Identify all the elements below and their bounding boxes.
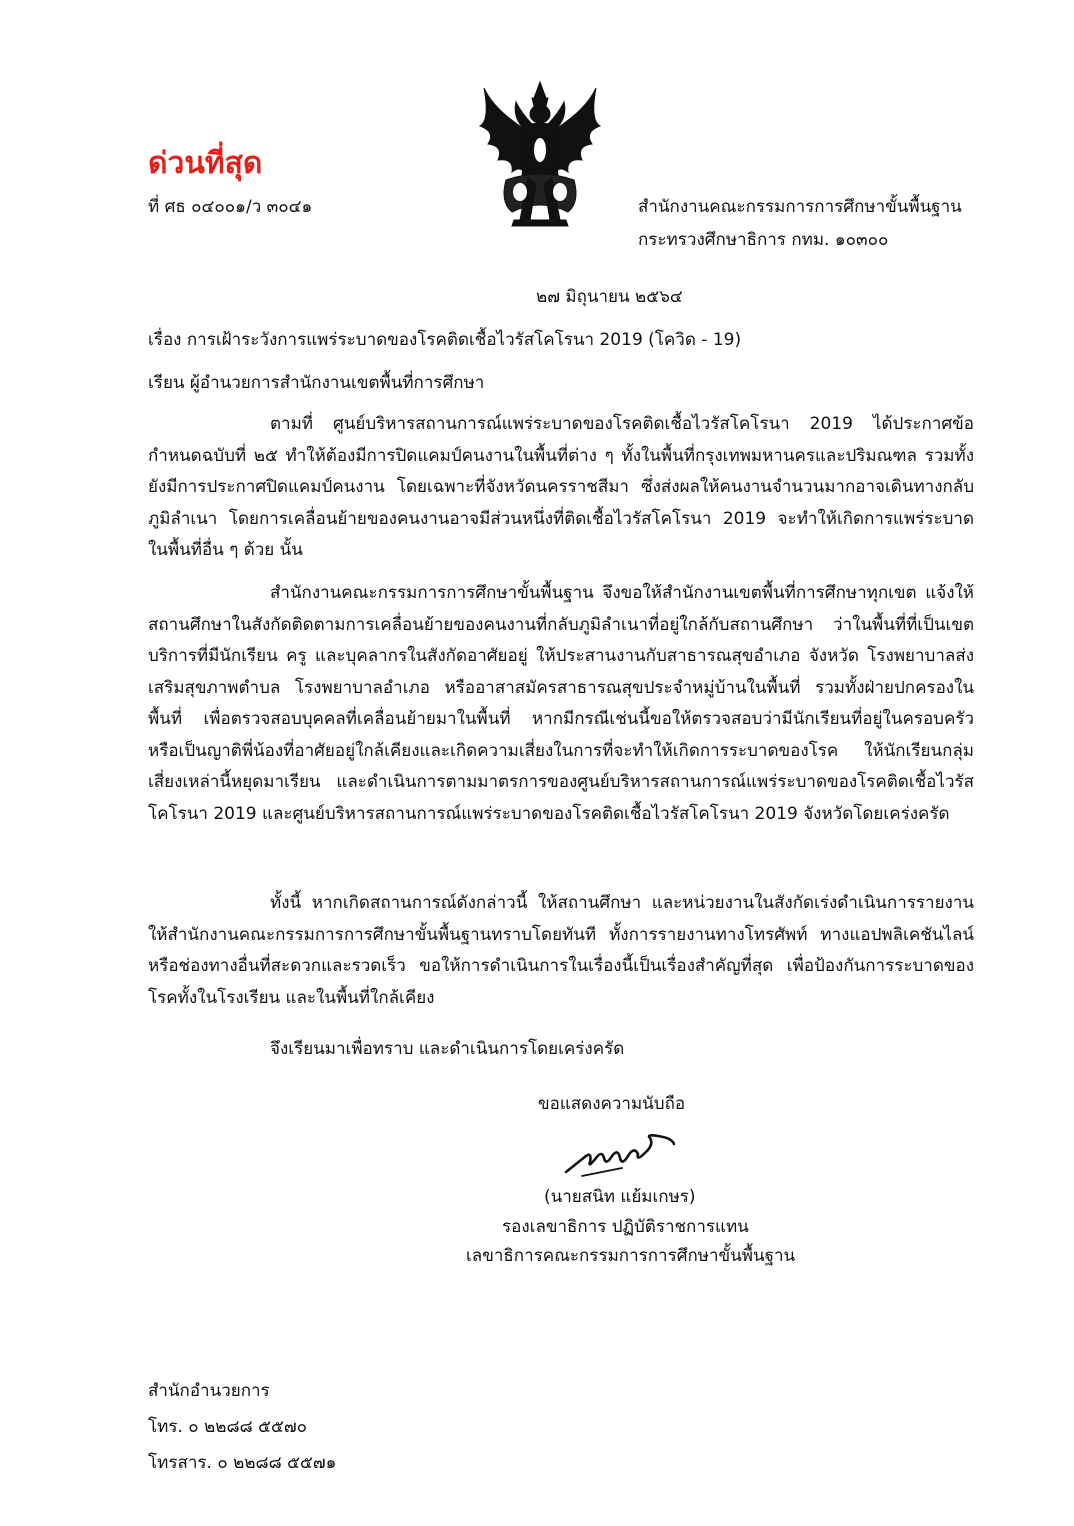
letter-subject: เรื่อง การเฝ้าระวังการแพร่ระบาดของโรคติดเชื้อไวรัสโคโรนา 2019 (โควิด - 19) bbox=[148, 330, 742, 350]
body-paragraph-3 bbox=[148, 888, 974, 1014]
footer-fax: โทรสาร. ๐ ๒๒๘๘ ๕๕๗๑ bbox=[148, 1453, 337, 1473]
body-paragraph-1-text: ตามที่ ศูนย์บริหารสถานการณ์แพร่ระบาดของโรคติดเชื้อไวรัสโคโรนา 2019 ได้ประกาศข้อกำหนดฉบับที่ ๒๕ ทำให้ต้องมีการปิดแคมป์คนงานในพื้นที่ต่าง ๆ ทั้งในพื้นที่กรุงเทพมหานครและปริมณฑล รวมทั้งยังมีการประกาศปิดแคมป์คนงาน โดยเฉพาะที่จังหวัดนครราชสีมา ซึ่งส่งผลให้คนงานจำนวนมากอาจเดินทางกลับภูมิลำเนา โดยการเคลื่อนย้ายของคนงานอาจมีส่วนหนึ่งที่ติดเชื้อไวรัสโคโรนา 2019 จะทำให้เกิดการแพร่ระบาดในพื้นที่อื่น ๆ ด้วย นั้น bbox=[148, 414, 974, 560]
body-paragraph-1 bbox=[148, 409, 974, 567]
agency-address: กระทรวงศึกษาธิการ กทม. ๑๐๓๐๐ bbox=[638, 230, 889, 250]
agency-name: สำนักงานคณะกรรมการการศึกษาขั้นพื้นฐาน bbox=[638, 197, 962, 217]
footer-telephone: โทร. ๐ ๒๒๘๘ ๕๕๗๐ bbox=[148, 1417, 307, 1437]
closing-request: จึงเรียนมาเพื่อทราบ และดำเนินการโดยเคร่งครัด bbox=[270, 1039, 625, 1059]
letter-date: ๒๗ มิถุนายน ๒๕๖๔ bbox=[536, 287, 683, 307]
body-paragraph-2 bbox=[148, 578, 974, 830]
urgency-label: ด่วนที่สุด bbox=[148, 146, 263, 181]
letter-recipient: เรียน ผู้อำนวยการสำนักงานเขตพื้นที่การศึกษา bbox=[148, 373, 485, 393]
handwritten-signature-icon bbox=[562, 1128, 682, 1180]
footer-office: สำนักอำนวยการ bbox=[148, 1381, 270, 1401]
salutation: ขอแสดงความนับถือ bbox=[538, 1094, 686, 1114]
body-paragraph-3-text: ทั้งนี้ หากเกิดสถานการณ์ดังกล่าวนี้ ให้สถานศึกษา และหน่วยงานในสังกัดเร่งดำเนินการรายงานให้สำนักงานคณะกรรมการการศึกษาขั้นพื้นฐานทราบโดยทันที ทั้งการรายงานทางโทรศัพท์ ทางแอปพลิเคชันไลน์ หรือช่องทางอื่นที่สะดวกและรวดเร็ว ขอให้การดำเนินการในเรื่องนี้เป็นเรื่องสำคัญที่สุด เพื่อป้องกันการระบาดของโรคทั้งในโรงเรียน และในพื้นที่ใกล้เคียง bbox=[148, 893, 974, 1008]
garuda-emblem-icon bbox=[476, 80, 604, 228]
signer-title: เลขาธิการคณะกรรมการการศึกษาขั้นพื้นฐาน bbox=[466, 1246, 796, 1266]
signer-name: (นายสนิท แย้มเกษร) bbox=[544, 1187, 696, 1207]
reference-number: ที่ ศธ ๐๔๐๐๑/ว ๓๐๔๑ bbox=[148, 197, 313, 217]
signer-position: รองเลขาธิการ ปฏิบัติราชการแทน bbox=[502, 1217, 749, 1237]
body-paragraph-2-text: สำนักงานคณะกรรมการการศึกษาขั้นพื้นฐาน จึงขอให้สำนักงานเขตพื้นที่การศึกษาทุกเขต แจ้งให้สถานศึกษาในสังกัดติดตามการเคลื่อนย้ายของคนงานที่กลับภูมิลำเนาที่อยู่ใกล้กับสถานศึกษา ว่าในพื้นที่ที่เป็นเขตบริการที่มีนักเรียน ครู และบุคลากรในสังกัดอาศัยอยู่ ให้ประสานงานกับสาธารณสุขอำเภอ จังหวัด โรงพยาบาลส่งเสริมสุขภาพตำบล โรงพยาบาลอำเภอ หรืออาสาสมัครสาธารณสุขประจำหมู่บ้านในพื้นที่ รวมทั้งฝ่ายปกครองในพื้นที่ เพื่อตรวจสอบบุคคลที่เคลื่อนย้ายมาในพื้นที่ หากมีกรณีเช่นนี้ขอให้ตรวจสอบว่ามีนักเรียนที่อยู่ในครอบครัว หรือเป็นญาติพี่น้องที่อาศัยอยู่ใกล้เคียงและเกิดความเสี่ยงในการที่จะทำให้เกิดการระบาดของโรค ให้นักเรียนกลุ่มเสี่ยงเหล่านี้หยุดมาเรียน และดำเนินการตามมาตรการของศูนย์บริหารสถานการณ์แพร่ระบาดของโรคติดเชื้อไวรัสโคโรนา 2019 และศูนย์บริหารสถานการณ์แพร่ระบาดของโรคติดเชื้อไวรัสโคโรนา 2019 จังหวัดโดยเคร่งครัด bbox=[148, 583, 974, 824]
